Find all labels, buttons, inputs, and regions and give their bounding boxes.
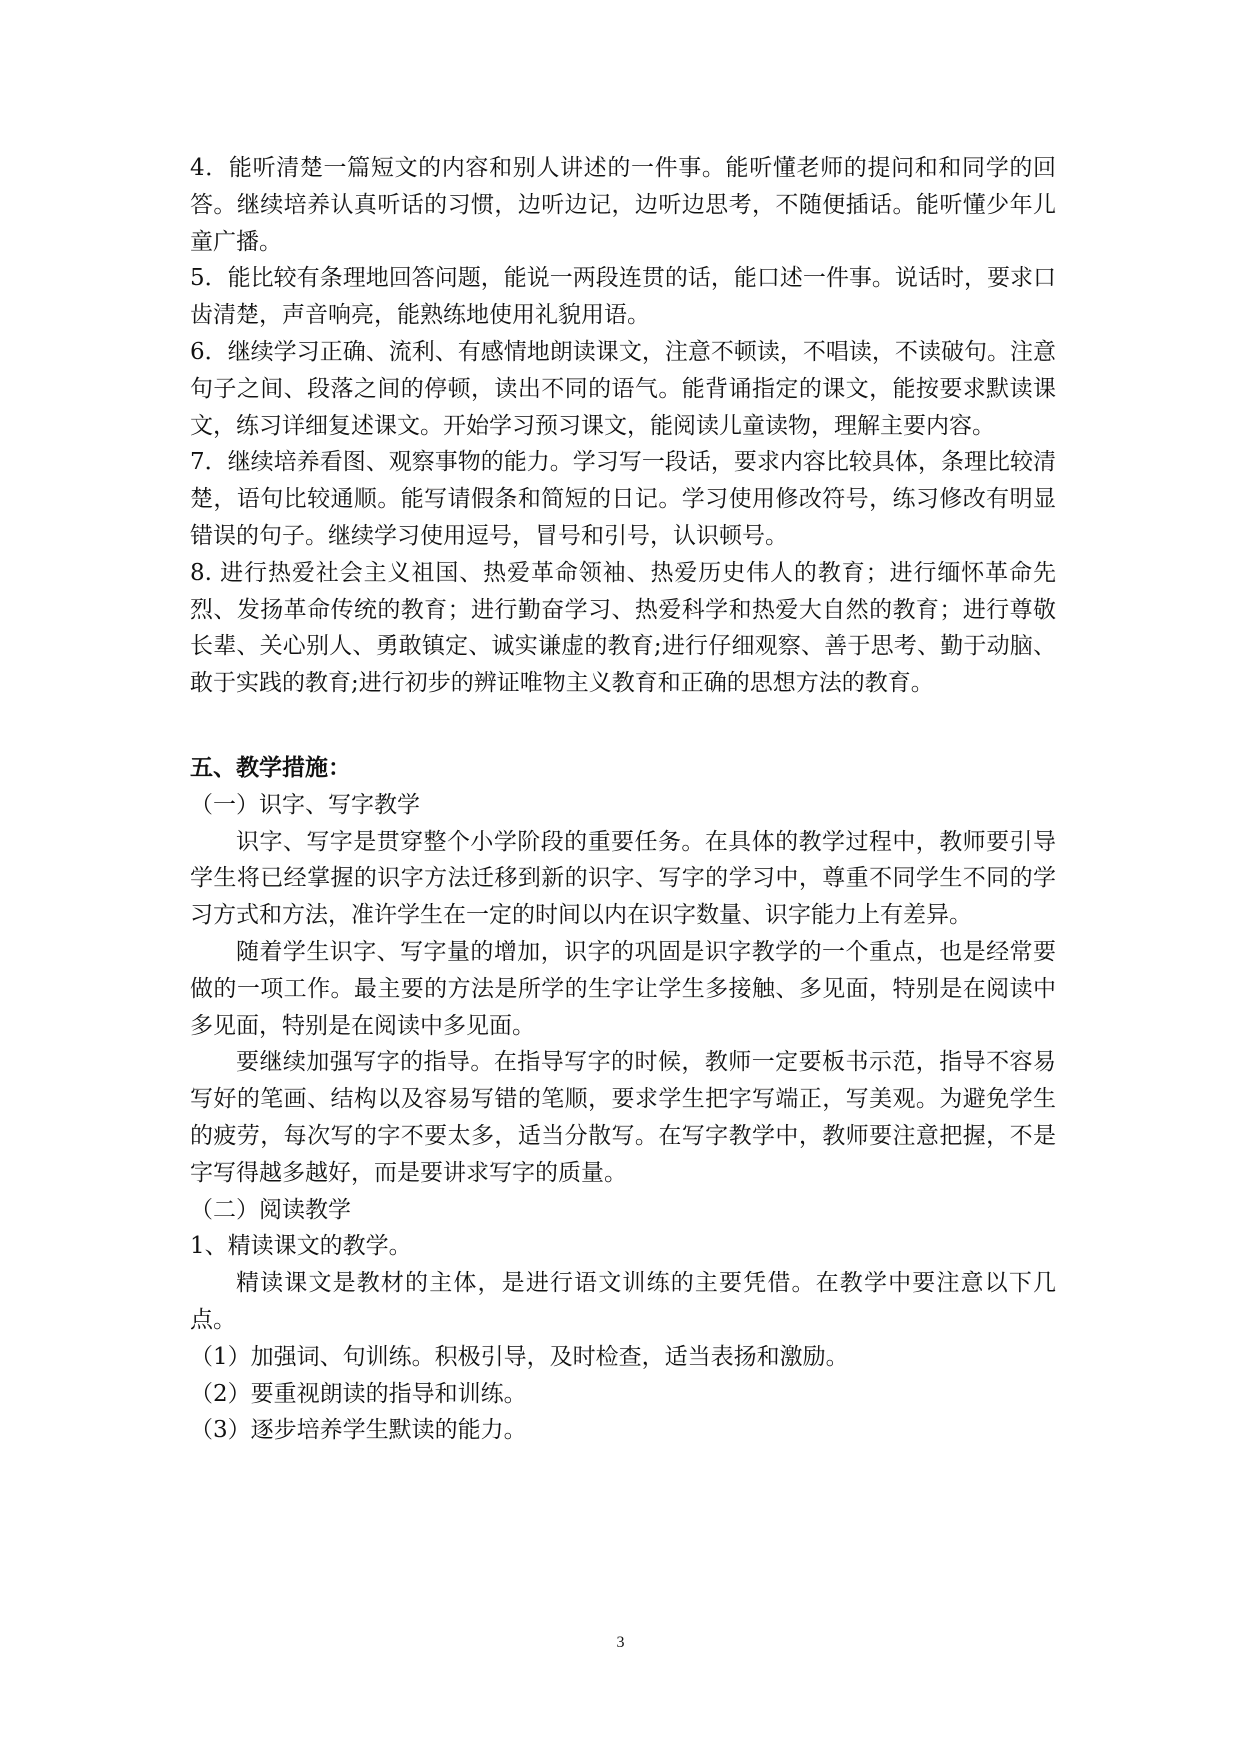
subsection-title-literacy: （一）识字、写字教学 (190, 791, 420, 818)
section-heading-teaching-measures: 五、教学措施： (190, 754, 351, 781)
document-page (190, 150, 1056, 1449)
literacy-paragraph-1: 识字、写字是贯穿整个小学阶段的重要任务。在具体的教学过程中，教师要引导学生将已经掌握的识字方法迁移到新的识字、写字的学习中，尊重不同学生不同的学习方式和方法，准许学生在一定的时间以内在识字数量、识字能力上有差异。 (190, 828, 1056, 929)
goal-item-6: 6．继续学习正确、流利、有感情地朗读课文，注意不顿读，不唱读，不读破句。注意句子之间、段落之间的停顿，读出不同的语气。能背诵指定的课文，能按要求默读课文，练习详细复述课文。开始学习预习课文，能阅读儿童读物，理解主要内容。 (190, 338, 1056, 439)
goal-item-5: 5．能比较有条理地回答问题，能说一两段连贯的话，能口述一件事。说话时，要求口齿清楚，声音响亮，能熟练地使用礼貌用语。 (190, 265, 1056, 329)
page-number: 3 (616, 1634, 625, 1651)
reading-item-1-intro: 精读课文是教材的主体，是进行语文训练的主要凭借。在教学中要注意以下几点。 (190, 1270, 1056, 1333)
reading-item-1-title: 1、精读课文的教学。 (190, 1233, 412, 1260)
goal-item-8: 8. 进行热爱社会主义祖国、热爱革命领袖、热爱历史伟人的教育；进行缅怀革命先烈、发扬革命传统的教育；进行勤奋学习、热爱科学和热爱大自然的教育；进行尊敬长辈、关心别人、勇敢镇定、诚实谦虚的教育;进行仔细观察、善于思考、勤于动脑、敢于实践的教育;进行初步的辨证唯物主义教育和正确的思想方法的教育。 (190, 559, 1056, 697)
goal-item-4: 4．能听清楚一篇短文的内容和别人讲述的一件事。能听懂老师的提问和和同学的回答。继续培养认真听话的习惯，边听边记，边听边思考，不随便插话。能听懂少年儿童广播。 (190, 155, 1056, 255)
literacy-paragraph-2: 随着学生识字、写字量的增加，识字的巩固是识字教学的一个重点，也是经常要做的一项工作。最主要的方法是所学的生字让学生多接触、多见面，特别是在阅读中多见面，特别是在阅读中多见面。 (190, 938, 1056, 1039)
literacy-paragraph-3: 要继续加强写字的指导。在指导写字的时候，教师一定要板书示范，指导不容易写好的笔画、结构以及容易写错的笔顺，要求学生把字写端正，写美观。为避免学生的疲劳，每次写的字不要太多，适当分散写。在写字教学中，教师要注意把握，不是字写得越多越好，而是要讲求写字的质量。 (190, 1049, 1056, 1186)
reading-point-3: （3）逐步培养学生默读的能力。 (190, 1417, 527, 1444)
reading-point-2: （2）要重视朗读的指导和训练。 (190, 1380, 527, 1407)
section-spacer (190, 702, 1056, 750)
goal-item-7: 7．继续培养看图、观察事物的能力。学习写一段话，要求内容比较具体，条理比较清楚，语句比较通顺。能写请假条和简短的日记。学习使用修改符号，练习修改有明显错误的句子。继续学习使用逗号，冒号和引号，认识顿号。 (190, 449, 1056, 549)
subsection-title-reading: （二）阅读教学 (190, 1196, 351, 1223)
reading-point-1: （1）加强词、句训练。积极引导，及时检查，适当表扬和激励。 (190, 1343, 849, 1370)
